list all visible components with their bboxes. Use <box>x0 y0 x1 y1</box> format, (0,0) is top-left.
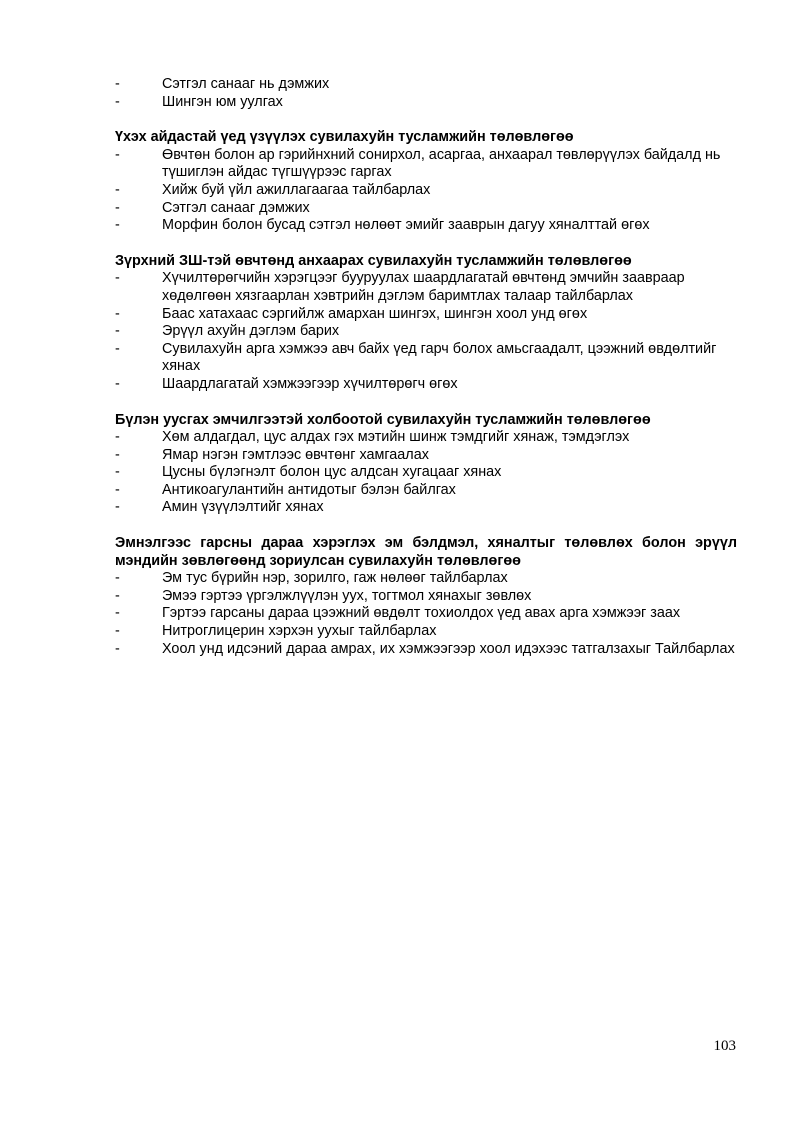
list-item <box>115 623 737 641</box>
list-dash: - <box>115 305 120 322</box>
list-dash: - <box>115 199 120 216</box>
list-dash: - <box>115 640 120 657</box>
list-dash: - <box>115 623 120 640</box>
list-dash: - <box>115 429 120 446</box>
list-item-text: Өвчтөн болон ар гэрийнхний сонирхол, асаргаа, анхаарал төвлөрүүлэх байдалд нь түшиглэн айдас түгшүүрээс гаргах <box>162 146 721 181</box>
list-item <box>115 464 737 482</box>
list-item-text: Морфин болон бусад сэтгэл нөлөөт эмийг зааврын дагуу хяналттай өгөх <box>162 217 650 234</box>
list-item-text: Эмээ гэртээ үргэлжлүүлэн уух, тогтмол хянахыг зөвлөх <box>162 587 532 604</box>
list-dash: - <box>115 446 120 463</box>
list-dash: - <box>115 217 120 234</box>
list-item <box>115 182 737 200</box>
list-item <box>115 323 737 341</box>
list-item <box>115 588 737 606</box>
list-dash: - <box>115 587 120 604</box>
list-item-text: Эм тус бүрийн нэр, зорилго, гаж нөлөөг тайлбарлах <box>162 570 508 587</box>
list-item-text: Эрүүл ахуйн дэглэм барих <box>162 323 340 340</box>
list-item <box>115 217 737 235</box>
list-item-text: Хоол унд идсэний дараа амрах, их хэмжээгээр хоол идэхээс татгалзахыг Тайлбарлах <box>162 640 735 657</box>
list-item <box>115 306 737 324</box>
section-heading-thrombolysis: Бүлэн уусгах эмчилгээтэй холбоотой сувилахуйн тусламжийн төлөвлөгөө <box>115 411 651 428</box>
page-content <box>115 76 737 658</box>
list-item-text: Амин үзүүлэлтийг хянах <box>162 499 324 516</box>
list-item-text: Гэртээ гарсаны дараа цээжний өвдөлт тохиолдох үед авах арга хэмжээг заах <box>162 605 681 622</box>
list-dash: - <box>115 464 120 481</box>
list-item <box>115 605 737 623</box>
list-item-text: Шингэн юм уулгах <box>162 93 283 110</box>
list-item <box>115 270 737 305</box>
list-item <box>115 94 737 112</box>
list-item-text: Шаардлагатай хэмжээгээр хүчилтөрөгч өгөх <box>162 375 458 392</box>
list-item-text: Нитроглицерин хэрхэн уухыг тайлбарлах <box>162 623 437 640</box>
list-item <box>115 147 737 182</box>
list-item-text: Сэтгэл санааг дэмжих <box>162 199 310 216</box>
section-heading-myocardial-infarction: Зүрхний ЗШ-тэй өвчтөнд анхаарах сувилахуйн тусламжийн төлөвлөгөө <box>115 252 632 269</box>
list-dash: - <box>115 181 120 198</box>
page-number: 103 <box>713 1038 736 1054</box>
list-item-text: Сэтгэл санааг нь дэмжих <box>162 76 330 92</box>
section-heading-discharge: Эмнэлгээс гарсны дараа хэрэглэх эм бэлдмэл, хяналтыг төлөвлөх болон эрүүл мэндийн зөвлөгөөнд зориулсан сувилахуйн төлөвлөгөө <box>115 535 737 569</box>
list-item-text: Ямар нэгэн гэмтлээс өвчтөнг хамгаалах <box>162 446 429 463</box>
list-item <box>115 76 737 94</box>
list-item <box>115 376 737 394</box>
list-item-text: Антикоагулантийн антидотыг бэлэн байлгах <box>162 481 456 498</box>
list-item-text: Хөм алдагдал, цус алдах гэх мэтийн шинж тэмдгийг хянаж, тэмдэглэх <box>162 429 630 446</box>
list-dash: - <box>115 375 120 392</box>
list-item-text: Хийж буй үйл ажиллагаагаа тайлбарлах <box>162 181 431 198</box>
list-item <box>115 499 737 517</box>
list-dash: - <box>115 270 120 287</box>
list-dash: - <box>115 93 120 110</box>
list-item-text: Баас хатахаас сэргийлж амархан шингэх, шингэн хоол унд өгөх <box>162 305 588 322</box>
list-item <box>115 570 737 588</box>
list-item <box>115 341 737 376</box>
list-item-text: Хүчилтөрөгчийн хэрэгцээг бууруулах шаардлагатай өвчтөнд эмчийн заавраар хөдөлгөөн хязгаарлан хэвтрийн дэглэм баримтлах талаар тайлбарлах <box>162 270 685 304</box>
list-dash: - <box>115 570 120 587</box>
list-dash: - <box>115 146 120 163</box>
section-heading-fear: Үхэх айдастай үед үзүүлэх сувилахуйн тусламжийн төлөвлөгөө <box>115 129 574 146</box>
list-item <box>115 447 737 465</box>
list-dash: - <box>115 323 120 340</box>
list-item-text: Цусны бүлэгнэлт болон цус алдсан хугацааг хянах <box>162 464 502 481</box>
list-item <box>115 641 737 659</box>
list-dash: - <box>115 340 120 357</box>
list-dash: - <box>115 76 120 92</box>
list-dash: - <box>115 481 120 498</box>
list-item-text: Сувилахуйн арга хэмжээ авч байх үед гарч болох амьсгаадалт, цээжний өвдөлтийг хянах <box>162 340 717 375</box>
list-dash: - <box>115 499 120 516</box>
list-item <box>115 200 737 218</box>
list-dash: - <box>115 605 120 622</box>
list-item <box>115 482 737 500</box>
list-item <box>115 429 737 447</box>
